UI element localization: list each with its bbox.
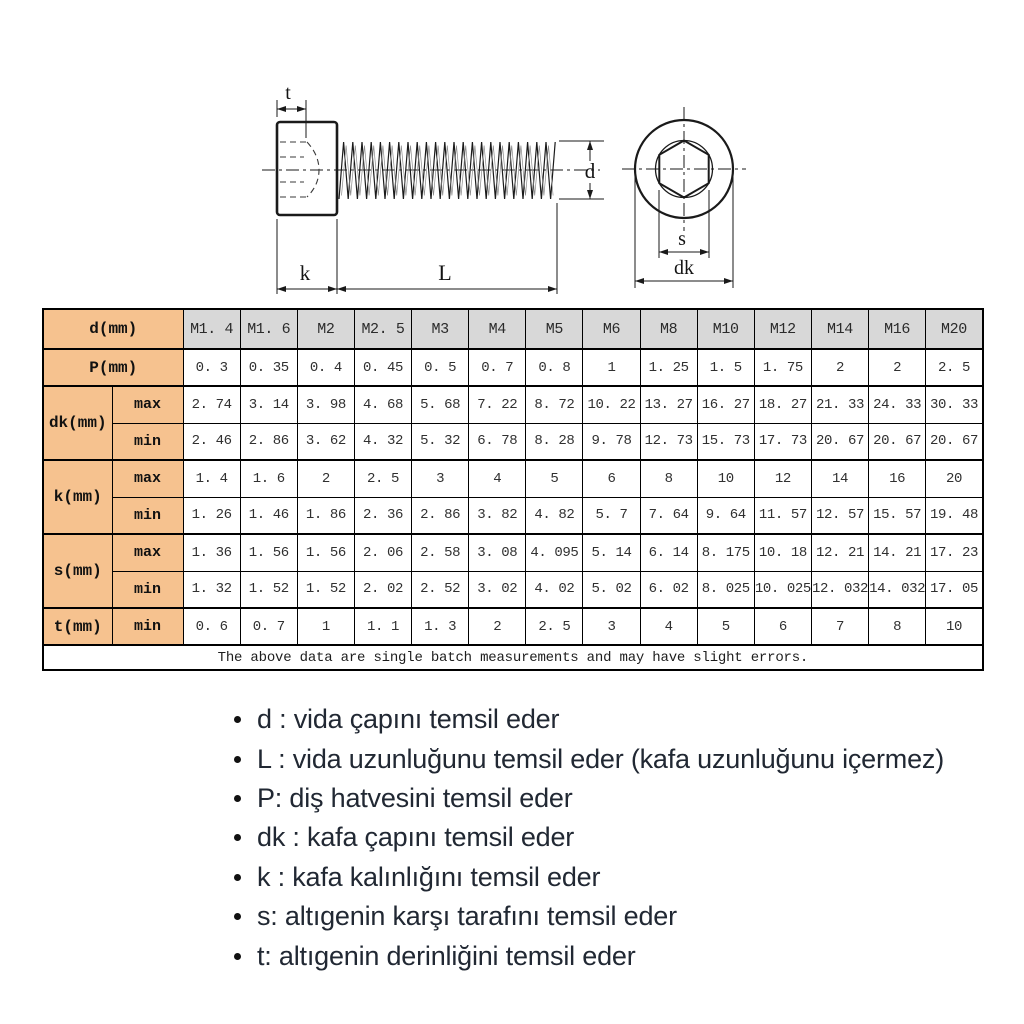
size-header-cell: M3 <box>412 309 469 349</box>
dim-label-dk: dk <box>674 257 694 279</box>
dim-label-L: L <box>438 260 452 285</box>
size-header-cell: M2 <box>297 309 354 349</box>
legend-item <box>234 818 1014 857</box>
value-cell: 15. 73 <box>697 423 754 460</box>
value-cell: 16 <box>869 460 926 497</box>
value-cell: 5 <box>526 460 583 497</box>
value-cell: 0. 35 <box>240 349 297 386</box>
value-cell: 1. 56 <box>240 534 297 571</box>
value-cell: 1 <box>583 349 640 386</box>
row-sublabel-min: min <box>112 423 183 460</box>
value-cell: 1. 75 <box>754 349 811 386</box>
legend-text: L : vida uzunluğunu temsil eder (kafa uzunluğunu içermez) <box>257 743 944 774</box>
value-cell: 0. 7 <box>240 608 297 645</box>
legend-list <box>234 700 1014 976</box>
value-cell: 17. 23 <box>926 534 983 571</box>
value-cell: 5. 02 <box>583 571 640 608</box>
value-cell: 10 <box>697 460 754 497</box>
value-cell: 2. 02 <box>354 571 411 608</box>
row-label-k: k(mm) <box>43 460 112 534</box>
size-header-cell: M1. 4 <box>183 309 240 349</box>
row-sublabel-min: min <box>112 571 183 608</box>
value-cell: 30. 33 <box>926 386 983 423</box>
dim-label-k: k <box>299 261 311 285</box>
size-header-cell: M8 <box>640 309 697 349</box>
value-cell: 16. 27 <box>697 386 754 423</box>
value-cell: 12. 032 <box>811 571 868 608</box>
value-cell: 2. 52 <box>412 571 469 608</box>
legend-text: P: diş hatvesini temsil eder <box>257 782 573 813</box>
size-header-cell: M6 <box>583 309 640 349</box>
bullet-icon <box>234 795 241 802</box>
value-cell: 8 <box>640 460 697 497</box>
legend-item <box>234 858 1014 897</box>
value-cell: 20. 67 <box>811 423 868 460</box>
value-cell: 11. 57 <box>754 497 811 534</box>
row-sublabel-max: max <box>112 534 183 571</box>
value-cell: 4. 02 <box>526 571 583 608</box>
value-cell: 1. 56 <box>297 534 354 571</box>
value-cell: 2. 58 <box>412 534 469 571</box>
value-cell: 20. 67 <box>926 423 983 460</box>
value-cell: 1. 5 <box>697 349 754 386</box>
spec-table-container <box>42 308 982 671</box>
value-cell: 1. 3 <box>412 608 469 645</box>
table-row-t-min <box>43 608 983 645</box>
value-cell: 8. 025 <box>697 571 754 608</box>
size-header-cell: M14 <box>811 309 868 349</box>
row-sublabel-max: max <box>112 460 183 497</box>
value-cell: 0. 4 <box>297 349 354 386</box>
value-cell: 1. 86 <box>297 497 354 534</box>
table-row-sizes <box>43 309 983 349</box>
value-cell: 2 <box>469 608 526 645</box>
value-cell: 0. 8 <box>526 349 583 386</box>
value-cell: 0. 5 <box>412 349 469 386</box>
size-header-cell: M16 <box>869 309 926 349</box>
value-cell: 6. 78 <box>469 423 526 460</box>
value-cell: 1. 52 <box>297 571 354 608</box>
table-row-dk-max <box>43 386 983 423</box>
size-header-cell: M10 <box>697 309 754 349</box>
value-cell: 1. 32 <box>183 571 240 608</box>
value-cell: 1. 6 <box>240 460 297 497</box>
value-cell: 8. 28 <box>526 423 583 460</box>
table-row-k-max <box>43 460 983 497</box>
value-cell: 5. 32 <box>412 423 469 460</box>
row-label-t: t(mm) <box>43 608 112 645</box>
value-cell: 21. 33 <box>811 386 868 423</box>
size-header-cell: M12 <box>754 309 811 349</box>
value-cell: 2 <box>811 349 868 386</box>
value-cell: 3 <box>583 608 640 645</box>
value-cell: 18. 27 <box>754 386 811 423</box>
value-cell: 8 <box>869 608 926 645</box>
value-cell: 15. 57 <box>869 497 926 534</box>
legend-section <box>234 700 1014 976</box>
value-cell: 12. 57 <box>811 497 868 534</box>
legend-text: s: altıgenin karşı tarafını temsil eder <box>257 901 677 932</box>
table-row-dk-min <box>43 423 983 460</box>
row-label-p: P(mm) <box>43 349 183 386</box>
row-label-d: d(mm) <box>43 309 183 349</box>
value-cell: 2 <box>869 349 926 386</box>
dim-label-d: d <box>584 159 596 183</box>
table-row-note <box>43 645 983 670</box>
dim-t <box>277 100 306 138</box>
value-cell: 1. 26 <box>183 497 240 534</box>
value-cell: 12 <box>754 460 811 497</box>
value-cell: 0. 3 <box>183 349 240 386</box>
bullet-icon <box>234 756 241 763</box>
legend-text: t: altıgenin derinliğini temsil eder <box>257 940 636 971</box>
value-cell: 1. 25 <box>640 349 697 386</box>
value-cell: 12. 21 <box>811 534 868 571</box>
value-cell: 3. 62 <box>297 423 354 460</box>
screw-head-outline <box>277 122 337 215</box>
value-cell: 14. 032 <box>869 571 926 608</box>
value-cell: 0. 7 <box>469 349 526 386</box>
table-row-k-min <box>43 497 983 534</box>
value-cell: 14. 21 <box>869 534 926 571</box>
bullet-icon <box>234 913 241 920</box>
value-cell: 4 <box>640 608 697 645</box>
value-cell: 10 <box>926 608 983 645</box>
bullet-icon <box>234 953 241 960</box>
bullet-icon <box>234 834 241 841</box>
value-cell: 19. 48 <box>926 497 983 534</box>
spec-table <box>42 308 984 671</box>
value-cell: 12. 73 <box>640 423 697 460</box>
legend-text: k : kafa kalınlığını temsil eder <box>257 861 601 892</box>
row-label-s: s(mm) <box>43 534 112 608</box>
size-header-cell: M20 <box>926 309 983 349</box>
value-cell: 3. 14 <box>240 386 297 423</box>
value-cell: 17. 05 <box>926 571 983 608</box>
value-cell: 7 <box>811 608 868 645</box>
row-label-dk: dk(mm) <box>43 386 112 460</box>
legend-item <box>234 779 1014 818</box>
dim-label-t: t <box>285 82 291 104</box>
value-cell: 4 <box>469 460 526 497</box>
value-cell: 20 <box>926 460 983 497</box>
value-cell: 17. 73 <box>754 423 811 460</box>
value-cell: 4. 82 <box>526 497 583 534</box>
size-header-cell: M1. 6 <box>240 309 297 349</box>
legend-text: d : vida çapını temsil eder <box>257 704 560 735</box>
value-cell: 1. 46 <box>240 497 297 534</box>
size-header-cell: M4 <box>469 309 526 349</box>
value-cell: 2. 5 <box>526 608 583 645</box>
value-cell: 5. 68 <box>412 386 469 423</box>
value-cell: 6. 02 <box>640 571 697 608</box>
legend-item <box>234 739 1014 778</box>
value-cell: 3. 02 <box>469 571 526 608</box>
row-sublabel-max: max <box>112 386 183 423</box>
value-cell: 2. 86 <box>240 423 297 460</box>
value-cell: 5 <box>697 608 754 645</box>
value-cell: 3 <box>412 460 469 497</box>
size-header-cell: M2. 5 <box>354 309 411 349</box>
value-cell: 4. 095 <box>526 534 583 571</box>
value-cell: 6. 14 <box>640 534 697 571</box>
value-cell: 20. 67 <box>869 423 926 460</box>
value-cell: 13. 27 <box>640 386 697 423</box>
value-cell: 2. 46 <box>183 423 240 460</box>
value-cell: 2. 86 <box>412 497 469 534</box>
value-cell: 7. 22 <box>469 386 526 423</box>
value-cell: 10. 025 <box>754 571 811 608</box>
legend-item <box>234 897 1014 936</box>
value-cell: 6 <box>583 460 640 497</box>
value-cell: 3. 08 <box>469 534 526 571</box>
value-cell: 2. 36 <box>354 497 411 534</box>
value-cell: 3. 98 <box>297 386 354 423</box>
value-cell: 8. 175 <box>697 534 754 571</box>
value-cell: 1. 36 <box>183 534 240 571</box>
table-footnote: The above data are single batch measurements and may have slight errors. <box>43 645 983 670</box>
legend-text: dk : kafa çapını temsil eder <box>257 822 575 853</box>
dim-label-s: s <box>678 228 686 250</box>
value-cell: 8. 72 <box>526 386 583 423</box>
row-sublabel-min: min <box>112 608 183 645</box>
value-cell: 1 <box>297 608 354 645</box>
value-cell: 2. 5 <box>926 349 983 386</box>
value-cell: 1. 52 <box>240 571 297 608</box>
value-cell: 6 <box>754 608 811 645</box>
value-cell: 5. 14 <box>583 534 640 571</box>
value-cell: 3. 82 <box>469 497 526 534</box>
row-sublabel-min: min <box>112 497 183 534</box>
value-cell: 10. 22 <box>583 386 640 423</box>
value-cell: 2. 74 <box>183 386 240 423</box>
dim-k-L <box>277 203 557 294</box>
value-cell: 14 <box>811 460 868 497</box>
value-cell: 2 <box>297 460 354 497</box>
value-cell: 0. 6 <box>183 608 240 645</box>
table-row-p <box>43 349 983 386</box>
legend-item <box>234 936 1014 975</box>
value-cell: 10. 18 <box>754 534 811 571</box>
value-cell: 2. 06 <box>354 534 411 571</box>
value-cell: 4. 68 <box>354 386 411 423</box>
bullet-icon <box>234 874 241 881</box>
value-cell: 4. 32 <box>354 423 411 460</box>
bullet-icon <box>234 716 241 723</box>
table-row-s-max <box>43 534 983 571</box>
value-cell: 24. 33 <box>869 386 926 423</box>
size-header-cell: M5 <box>526 309 583 349</box>
screw-technical-drawing <box>0 0 1024 305</box>
value-cell: 0. 45 <box>354 349 411 386</box>
value-cell: 1. 4 <box>183 460 240 497</box>
legend-item <box>234 700 1014 739</box>
value-cell: 1. 1 <box>354 608 411 645</box>
table-row-s-min <box>43 571 983 608</box>
value-cell: 9. 78 <box>583 423 640 460</box>
value-cell: 9. 64 <box>697 497 754 534</box>
value-cell: 7. 64 <box>640 497 697 534</box>
value-cell: 2. 5 <box>354 460 411 497</box>
value-cell: 5. 7 <box>583 497 640 534</box>
